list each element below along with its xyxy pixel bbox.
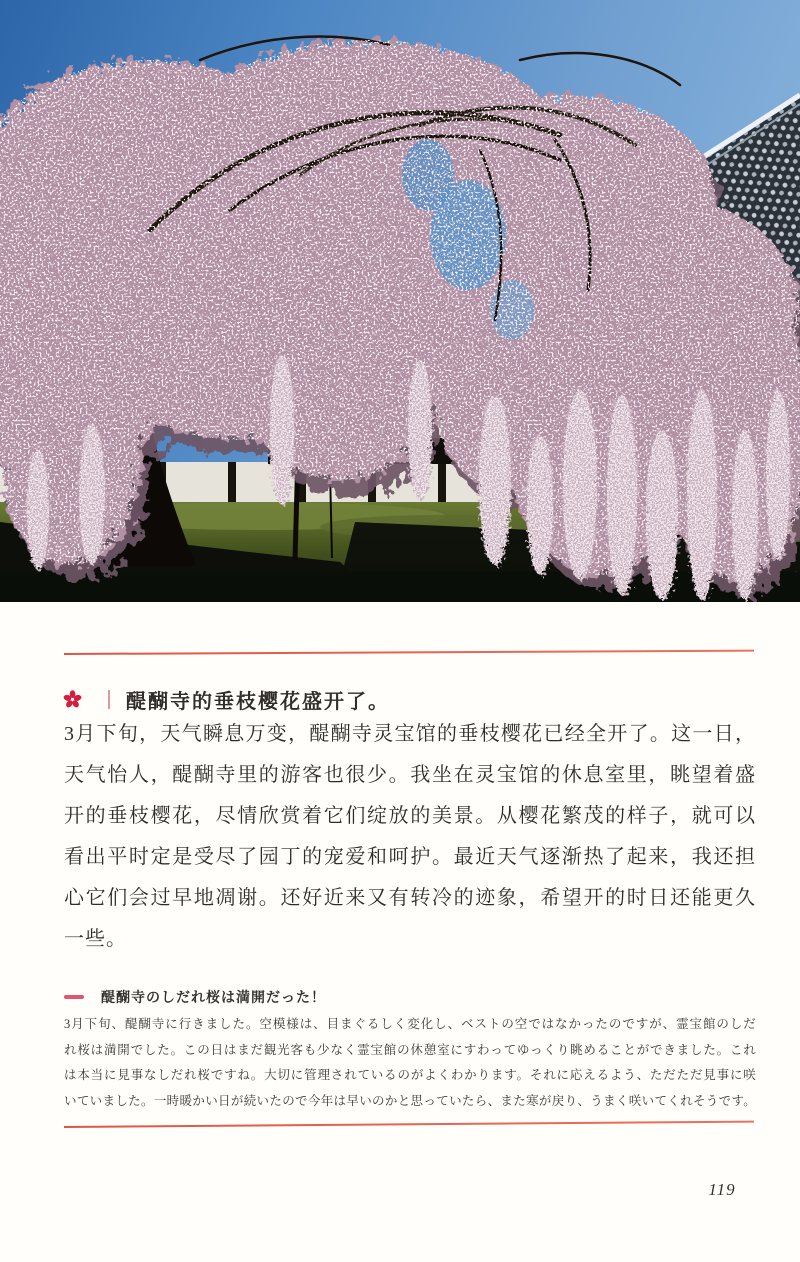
title-divider-bar [108, 690, 110, 709]
japanese-header-row [64, 987, 756, 1007]
bottom-rule [64, 1121, 754, 1128]
chinese-line: 开的垂枝樱花，尽情欣赏着它们绽放的美景。从樱花繁茂的样子，就可以 [64, 805, 756, 827]
chinese-line: 心它们会过早地凋谢。还好近来又有转冷的迹象，希望开的时日还能更久 [64, 887, 756, 909]
chinese-title-row [63, 684, 755, 714]
chinese-line: 天气怡人，醍醐寺里的游客也很少。我坐在灵宝馆的休息室里，眺望着盛 [64, 764, 756, 786]
weeping-cherry-photo [0, 0, 800, 602]
chinese-line: 一些。 [64, 928, 127, 950]
japanese-line: は本当に見事なしだれ桜ですね。大切に管理されているのがよくわかります。それに応えるよう、ただただ見事に咲 [64, 1068, 756, 1083]
japanese-line: れ桜は満開でした。この日はまだ観光客も少なく霊宝館の休憩室にすわってゆっくり眺めることができました。これ [64, 1042, 756, 1057]
japanese-paragraph [64, 1012, 756, 1114]
chinese-line: 看出平时定是受尽了园丁的宠爱和呵护。最近天气逐渐热了起来，我还担 [64, 846, 756, 868]
japanese-line: いていました。一時暖かい日が続いたので今年は早いのかと思っていたら、また寒が戻り、うまく咲いてくれそうです。 [64, 1093, 756, 1108]
sakura-icon [63, 690, 82, 709]
page-number: 119 [708, 1180, 736, 1199]
chinese-paragraph [64, 714, 756, 960]
chinese-title: 醍醐寺的垂枝樱花盛开了。 [126, 690, 390, 713]
chinese-line: 3月下旬，天气瞬息万变，醍醐寺灵宝馆的垂枝樱花已经全开了。这一日， [64, 723, 756, 745]
japanese-line: 3月下旬、醍醐寺に行きました。空模様は、目まぐるしく変化し、ベストの空ではなかったのですが、霊宝館のしだ [64, 1017, 756, 1031]
japanese-title: 醍醐寺のしだれ桜は満開だった！ [101, 991, 326, 1006]
dash-marker-icon [64, 995, 84, 999]
top-rule [64, 650, 754, 655]
